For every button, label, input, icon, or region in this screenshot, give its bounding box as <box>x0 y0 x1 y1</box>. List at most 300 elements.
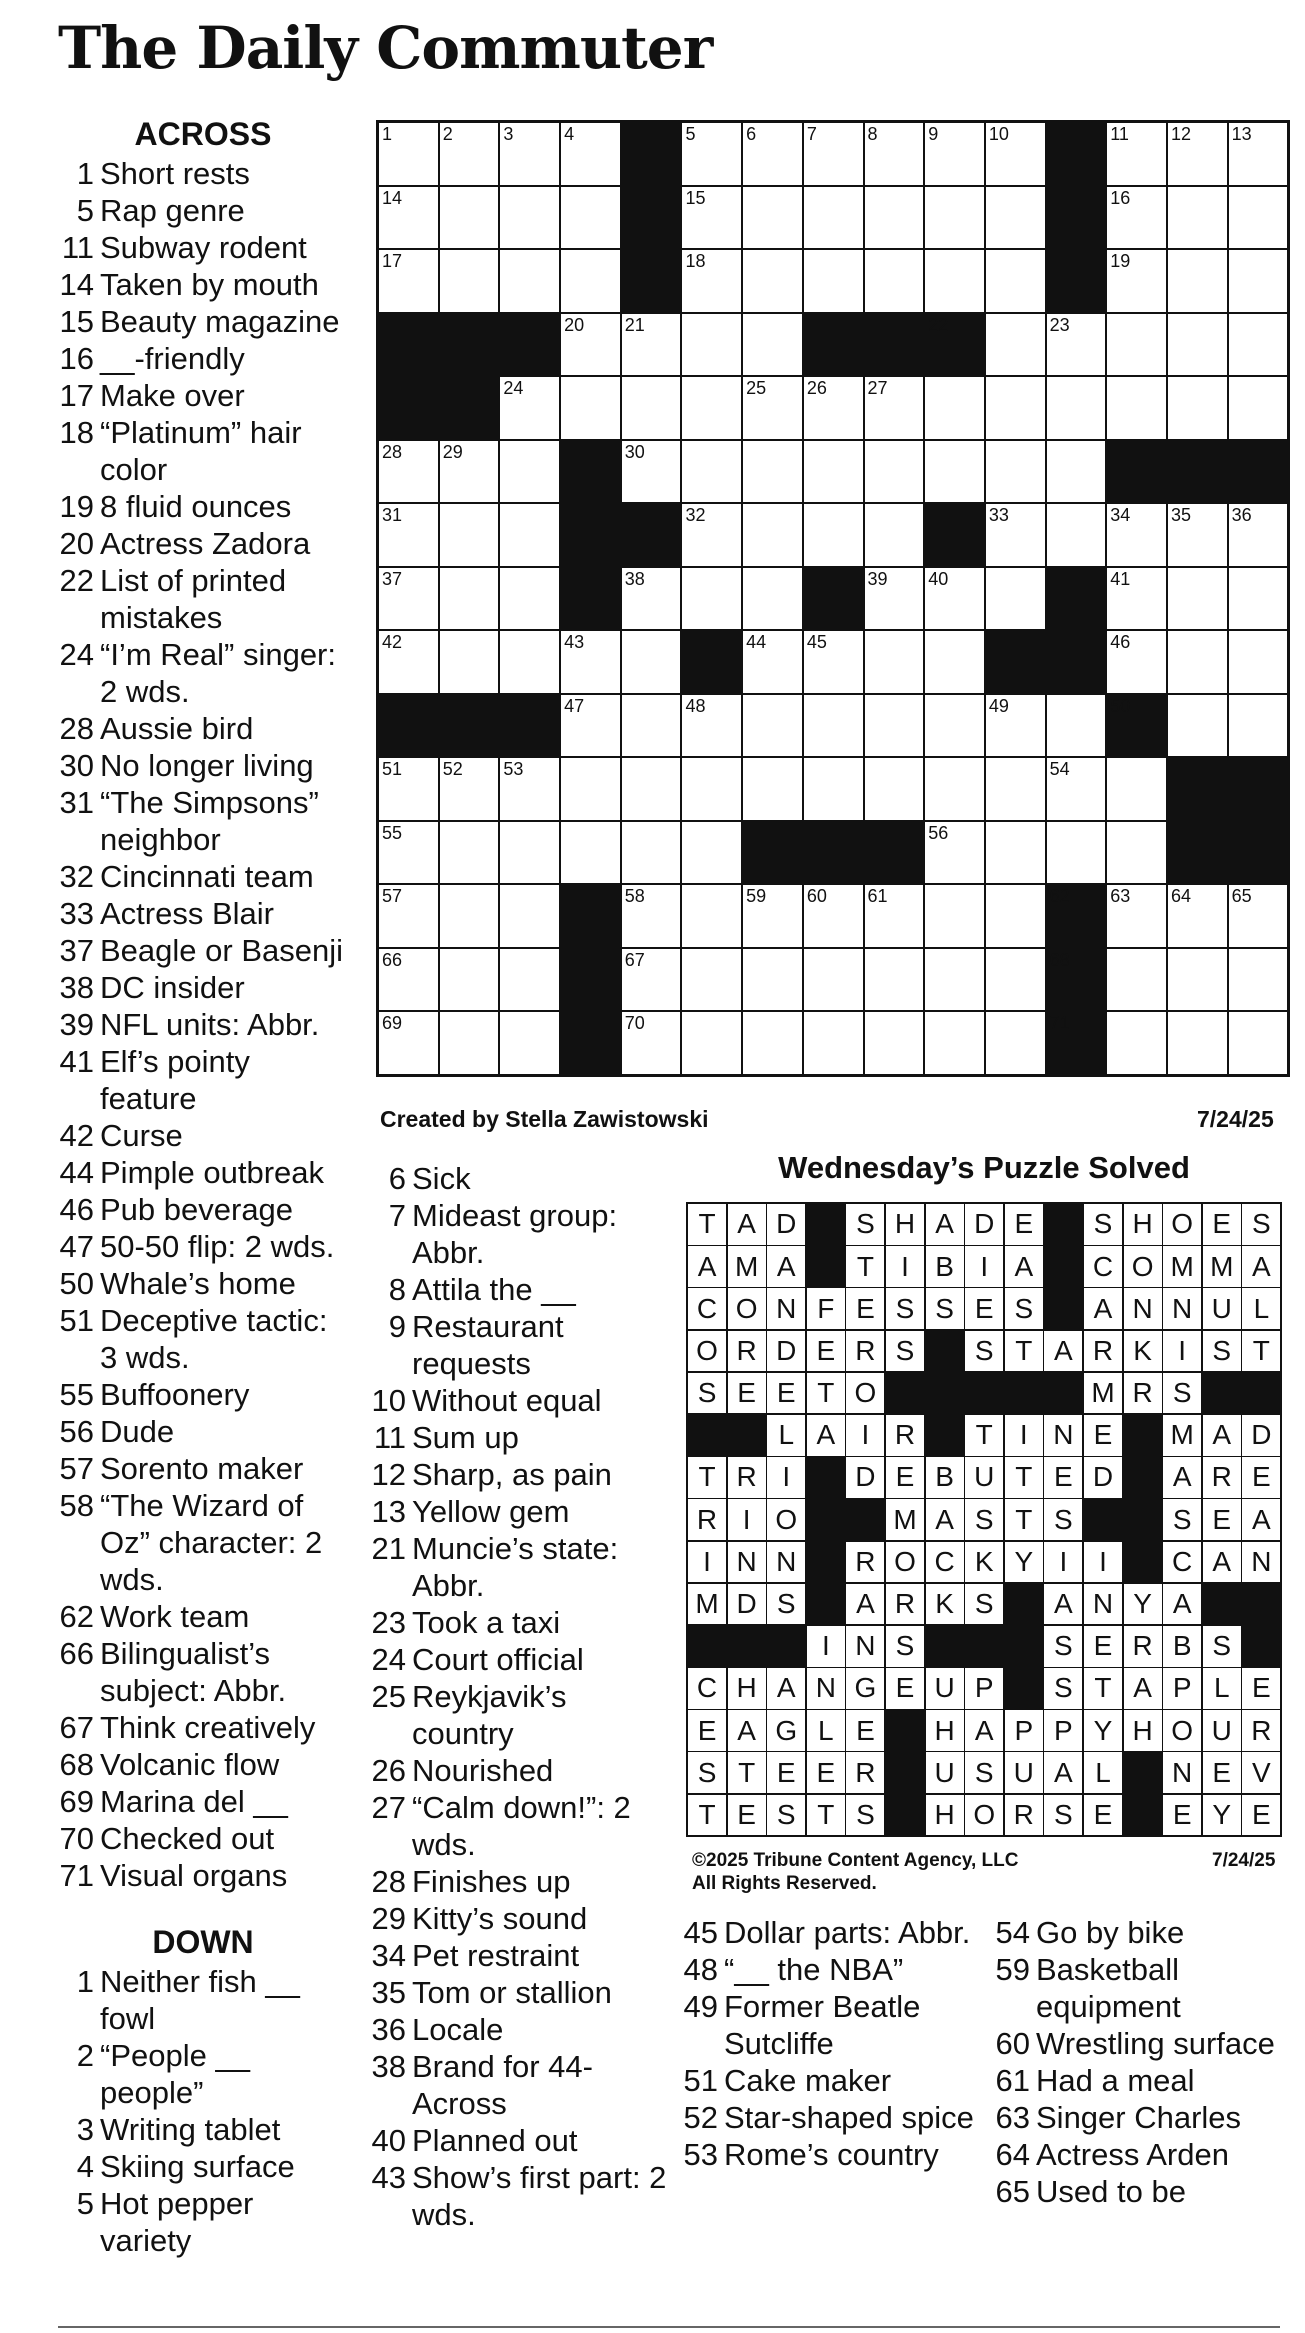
grid-cell[interactable] <box>622 314 681 376</box>
grid-cell[interactable] <box>743 1012 802 1074</box>
clue-item[interactable] <box>682 2062 982 2099</box>
clue-item[interactable] <box>370 2011 670 2048</box>
clue-item[interactable] <box>58 192 348 229</box>
grid-cell[interactable] <box>925 250 984 312</box>
grid-cell[interactable] <box>500 822 559 884</box>
grid-cell[interactable] <box>379 250 438 312</box>
grid-cell[interactable] <box>925 822 984 884</box>
clue-number: 40 <box>371 2123 406 2158</box>
grid-cell[interactable] <box>500 631 559 693</box>
grid-cell[interactable] <box>865 377 924 439</box>
clue-number: 1 <box>76 156 94 191</box>
grid-cell[interactable] <box>804 187 863 249</box>
grid-cell[interactable] <box>986 250 1045 312</box>
clue-item[interactable] <box>58 1302 348 1376</box>
grid-cell[interactable] <box>804 250 863 312</box>
clue-text: Beauty magazine <box>100 304 340 339</box>
grid-cell[interactable] <box>1107 631 1166 693</box>
grid-cell[interactable] <box>682 377 741 439</box>
grid-cell[interactable] <box>682 1012 741 1074</box>
solution-letter: E <box>728 1795 766 1836</box>
clue-item[interactable] <box>370 1900 670 1937</box>
grid-cell[interactable] <box>804 1012 863 1074</box>
grid-cell[interactable] <box>925 885 984 947</box>
grid-cell[interactable] <box>379 885 438 947</box>
grid-cell[interactable] <box>743 314 802 376</box>
grid-cell[interactable] <box>500 187 559 249</box>
clue-item[interactable] <box>682 2099 982 2136</box>
clue-item[interactable] <box>58 155 348 192</box>
grid-cell[interactable] <box>986 441 1045 503</box>
grid-cell[interactable] <box>865 631 924 693</box>
grid-cell[interactable] <box>682 695 741 757</box>
solution-letter: M <box>886 1499 924 1540</box>
clue-item[interactable] <box>58 1635 348 1709</box>
grid-cell[interactable] <box>682 250 741 312</box>
grid-cell[interactable] <box>682 123 741 185</box>
clue-item[interactable] <box>994 2173 1284 2210</box>
grid-cell[interactable] <box>440 885 499 947</box>
grid-cell[interactable] <box>865 949 924 1011</box>
grid-cell[interactable] <box>1168 949 1227 1011</box>
grid-cell[interactable] <box>500 949 559 1011</box>
grid-cell[interactable] <box>440 949 499 1011</box>
clue-item[interactable] <box>58 895 348 932</box>
grid-cell[interactable] <box>379 1012 438 1074</box>
grid-cell[interactable] <box>743 631 802 693</box>
clue-item[interactable] <box>370 1382 670 1419</box>
grid-cell[interactable] <box>682 949 741 1011</box>
cell-number: 43 <box>564 632 585 652</box>
grid-cell[interactable] <box>804 504 863 566</box>
clue-item[interactable] <box>58 636 348 710</box>
grid-cell[interactable] <box>1168 314 1227 376</box>
grid-cell[interactable] <box>743 441 802 503</box>
cell-number: 53 <box>503 759 524 779</box>
grid-cell[interactable] <box>743 504 802 566</box>
grid-cell[interactable] <box>622 822 681 884</box>
clue-item[interactable] <box>994 2062 1284 2099</box>
clue-item[interactable] <box>58 1228 348 1265</box>
clue-item[interactable] <box>58 1857 348 1894</box>
solution-block <box>688 1415 726 1456</box>
clue-item[interactable] <box>58 1413 348 1450</box>
grid-cell[interactable] <box>440 822 499 884</box>
grid-cell[interactable] <box>1229 1012 1288 1074</box>
clue-text: 8 fluid ounces <box>100 489 292 524</box>
clue-item[interactable] <box>994 2025 1284 2062</box>
grid-cell[interactable] <box>1107 377 1166 439</box>
cell-number: 68 <box>1049 949 1070 970</box>
grid-cell[interactable] <box>500 377 559 439</box>
grid-cell[interactable] <box>1168 568 1227 630</box>
clue-item[interactable] <box>58 969 348 1006</box>
clue-item[interactable] <box>58 1487 348 1598</box>
grid-cell[interactable] <box>1229 377 1288 439</box>
solution-letter: D <box>1242 1415 1280 1456</box>
grid-cell[interactable] <box>1047 695 1106 757</box>
grid-cell[interactable] <box>379 441 438 503</box>
clue-item[interactable] <box>58 1191 348 1228</box>
clue-number: 23 <box>371 1605 406 1640</box>
grid-cell[interactable] <box>622 758 681 820</box>
grid-cell[interactable] <box>986 377 1045 439</box>
grid-cell[interactable] <box>500 504 559 566</box>
cell-number: 10 <box>988 124 1009 144</box>
grid-cell[interactable] <box>1168 885 1227 947</box>
grid-cell[interactable] <box>743 250 802 312</box>
grid-cell[interactable] <box>1107 123 1166 185</box>
grid-cell[interactable] <box>925 123 984 185</box>
clue-item[interactable] <box>370 1604 670 1641</box>
grid-cell[interactable] <box>925 631 984 693</box>
grid-cell[interactable] <box>1168 1012 1227 1074</box>
grid-cell[interactable] <box>986 949 1045 1011</box>
clue-item[interactable] <box>682 1914 982 1951</box>
grid-cell[interactable] <box>1107 1012 1166 1074</box>
grid-cell[interactable] <box>986 695 1045 757</box>
grid-cell[interactable] <box>561 377 620 439</box>
grid-cell[interactable] <box>804 695 863 757</box>
grid-cell[interactable] <box>925 758 984 820</box>
clue-item[interactable] <box>58 2037 348 2111</box>
grid-cell[interactable] <box>804 758 863 820</box>
clue-item[interactable] <box>58 562 348 636</box>
grid-cell[interactable] <box>622 885 681 947</box>
grid-cell[interactable] <box>440 123 499 185</box>
clue-item[interactable] <box>994 2136 1284 2173</box>
grid-cell[interactable] <box>865 568 924 630</box>
grid-cell[interactable] <box>379 568 438 630</box>
grid-cell[interactable] <box>1107 822 1166 884</box>
grid-cell[interactable] <box>379 631 438 693</box>
clue-item[interactable] <box>370 1456 670 1493</box>
solution-block <box>1203 1373 1241 1414</box>
grid-cell[interactable] <box>925 441 984 503</box>
grid-cell[interactable] <box>986 504 1045 566</box>
grid-cell[interactable] <box>440 187 499 249</box>
clue-item[interactable] <box>58 1154 348 1191</box>
solution-letter: C <box>1163 1542 1201 1583</box>
grid-cell[interactable] <box>804 885 863 947</box>
grid-cell[interactable] <box>561 123 620 185</box>
grid-cell[interactable] <box>865 695 924 757</box>
clue-item[interactable] <box>370 1863 670 1900</box>
crossword-grid[interactable] <box>376 120 1290 1077</box>
grid-cell[interactable] <box>561 250 620 312</box>
clue-item[interactable] <box>370 2122 670 2159</box>
grid-cell[interactable] <box>925 187 984 249</box>
clue-item[interactable] <box>58 1963 348 2037</box>
grid-cell[interactable] <box>1229 885 1288 947</box>
grid-cell[interactable] <box>561 695 620 757</box>
clue-number: 65 <box>995 2174 1030 2209</box>
clue-number: 46 <box>59 1192 94 1227</box>
clue-item[interactable] <box>58 932 348 969</box>
grid-cell[interactable] <box>925 1012 984 1074</box>
grid-cell[interactable] <box>379 187 438 249</box>
grid-cell[interactable] <box>743 758 802 820</box>
grid-cell[interactable] <box>379 822 438 884</box>
clue-item[interactable] <box>370 1752 670 1789</box>
grid-cell[interactable] <box>1229 631 1288 693</box>
grid-cell[interactable] <box>865 1012 924 1074</box>
grid-cell[interactable] <box>682 314 741 376</box>
grid-cell[interactable] <box>925 949 984 1011</box>
clue-item[interactable] <box>994 1914 1284 1951</box>
grid-cell[interactable] <box>561 758 620 820</box>
clue-item[interactable] <box>58 858 348 895</box>
grid-cell[interactable] <box>682 758 741 820</box>
clue-item[interactable] <box>370 1419 670 1456</box>
solution-letter: E <box>1203 1204 1241 1245</box>
grid-cell[interactable] <box>500 250 559 312</box>
clue-text: Court official <box>412 1642 584 1677</box>
grid-cell[interactable] <box>1229 695 1288 757</box>
grid-cell[interactable] <box>925 695 984 757</box>
grid-cell[interactable] <box>1047 758 1106 820</box>
grid-cell[interactable] <box>1047 441 1106 503</box>
clue-item[interactable] <box>682 2136 982 2173</box>
cell-number: 25 <box>746 378 767 398</box>
grid-cell[interactable] <box>986 822 1045 884</box>
grid-cell[interactable] <box>500 441 559 503</box>
clue-item[interactable] <box>370 1160 670 1197</box>
grid-cell[interactable] <box>440 631 499 693</box>
clue-item[interactable] <box>370 1197 670 1271</box>
grid-cell[interactable] <box>925 377 984 439</box>
newspaper-title: The Daily Commuter <box>58 14 713 82</box>
grid-cell[interactable] <box>622 568 681 630</box>
cell-number: 32 <box>685 505 706 525</box>
clue-item[interactable] <box>58 266 348 303</box>
clue-item[interactable] <box>58 1709 348 1746</box>
grid-cell[interactable] <box>804 631 863 693</box>
grid-cell[interactable] <box>440 1012 499 1074</box>
grid-cell[interactable] <box>1229 504 1288 566</box>
grid-cell[interactable] <box>1047 504 1106 566</box>
solution-letter: A <box>767 1246 805 1287</box>
cell-number: 7 <box>806 124 817 144</box>
grid-cell[interactable] <box>865 758 924 820</box>
grid-cell[interactable] <box>440 504 499 566</box>
grid-cell[interactable] <box>561 822 620 884</box>
grid-cell[interactable] <box>500 758 559 820</box>
grid-cell[interactable] <box>1168 504 1227 566</box>
grid-cell[interactable] <box>743 187 802 249</box>
grid-cell[interactable] <box>500 885 559 947</box>
clue-item[interactable] <box>58 1598 348 1635</box>
grid-cell[interactable] <box>986 314 1045 376</box>
grid-cell[interactable] <box>1229 187 1288 249</box>
clue-text: Bilingualist’s subject: Abbr. <box>100 1636 287 1708</box>
grid-cell[interactable] <box>865 187 924 249</box>
grid-cell[interactable] <box>986 1012 1045 1074</box>
grid-cell[interactable] <box>440 441 499 503</box>
clue-item[interactable] <box>58 1450 348 1487</box>
grid-cell[interactable] <box>440 250 499 312</box>
grid-cell[interactable] <box>622 631 681 693</box>
grid-block <box>561 504 620 566</box>
grid-cell[interactable] <box>743 695 802 757</box>
clue-item[interactable] <box>58 1265 348 1302</box>
clue-item[interactable] <box>58 2148 348 2185</box>
grid-cell[interactable] <box>986 187 1045 249</box>
clue-item[interactable] <box>370 1271 670 1308</box>
clue-item[interactable] <box>58 1746 348 1783</box>
grid-cell[interactable] <box>743 377 802 439</box>
grid-cell[interactable] <box>561 187 620 249</box>
grid-cell[interactable] <box>500 123 559 185</box>
grid-block <box>561 1012 620 1074</box>
clue-item[interactable] <box>370 2159 670 2233</box>
grid-cell[interactable] <box>743 885 802 947</box>
grid-cell[interactable] <box>986 885 1045 947</box>
grid-cell[interactable] <box>682 504 741 566</box>
clue-text: Skiing surface <box>100 2149 295 2184</box>
clue-item[interactable] <box>58 488 348 525</box>
grid-cell[interactable] <box>379 949 438 1011</box>
grid-cell[interactable] <box>865 123 924 185</box>
grid-cell[interactable] <box>865 504 924 566</box>
grid-cell[interactable] <box>865 250 924 312</box>
grid-cell[interactable] <box>1229 123 1288 185</box>
clue-item[interactable] <box>682 1988 982 2062</box>
clue-item[interactable] <box>58 1006 348 1043</box>
clue-number: 28 <box>59 711 94 746</box>
grid-cell[interactable] <box>440 568 499 630</box>
clue-item[interactable] <box>370 1308 670 1382</box>
grid-cell[interactable] <box>1047 377 1106 439</box>
grid-cell[interactable] <box>1229 314 1288 376</box>
solution-letter: L <box>767 1415 805 1456</box>
clue-item[interactable] <box>58 2185 348 2259</box>
clue-item[interactable] <box>58 1117 348 1154</box>
clue-text: Checked out <box>100 1821 275 1856</box>
clue-item[interactable] <box>58 1376 348 1413</box>
solution-block <box>965 1626 1003 1667</box>
clue-item[interactable] <box>58 1783 348 1820</box>
clue-item[interactable] <box>58 229 348 266</box>
grid-cell[interactable] <box>804 949 863 1011</box>
grid-cell[interactable] <box>1107 504 1166 566</box>
grid-cell[interactable] <box>622 949 681 1011</box>
grid-cell[interactable] <box>379 504 438 566</box>
grid-cell[interactable] <box>1047 314 1106 376</box>
grid-cell[interactable] <box>561 631 620 693</box>
clue-item[interactable] <box>370 1678 670 1752</box>
grid-cell[interactable] <box>986 568 1045 630</box>
clue-item[interactable] <box>58 340 348 377</box>
grid-cell[interactable] <box>622 695 681 757</box>
solution-letter: K <box>1124 1331 1162 1372</box>
clue-item[interactable] <box>682 1951 982 1988</box>
grid-cell[interactable] <box>500 1012 559 1074</box>
solution-letter: E <box>728 1373 766 1414</box>
clue-item[interactable] <box>58 2111 348 2148</box>
grid-cell[interactable] <box>622 1012 681 1074</box>
clue-item[interactable] <box>370 1641 670 1678</box>
clue-item[interactable] <box>994 1951 1284 2025</box>
grid-cell[interactable] <box>1107 250 1166 312</box>
clue-item[interactable] <box>58 784 348 858</box>
grid-cell[interactable] <box>1107 568 1166 630</box>
grid-cell[interactable] <box>804 441 863 503</box>
grid-cell[interactable] <box>986 123 1045 185</box>
solution-letter: I <box>1084 1542 1122 1583</box>
clue-item[interactable] <box>58 710 348 747</box>
grid-cell[interactable] <box>743 568 802 630</box>
clue-text: Singer Charles <box>1036 2100 1242 2135</box>
grid-cell[interactable] <box>1047 822 1106 884</box>
grid-cell[interactable] <box>440 758 499 820</box>
clue-number: 51 <box>683 2063 718 2098</box>
grid-cell[interactable] <box>1168 187 1227 249</box>
grid-cell[interactable] <box>682 885 741 947</box>
grid-cell[interactable] <box>682 822 741 884</box>
clue-item[interactable] <box>58 1043 348 1117</box>
grid-cell[interactable] <box>1107 314 1166 376</box>
grid-cell[interactable] <box>804 123 863 185</box>
clue-item[interactable] <box>370 1789 670 1863</box>
clue-item[interactable] <box>370 1937 670 1974</box>
grid-cell[interactable] <box>1229 949 1288 1011</box>
clue-item[interactable] <box>58 525 348 562</box>
grid-cell[interactable] <box>1107 885 1166 947</box>
grid-cell[interactable] <box>1168 377 1227 439</box>
grid-cell[interactable] <box>682 441 741 503</box>
grid-cell[interactable] <box>743 949 802 1011</box>
grid-cell[interactable] <box>804 377 863 439</box>
grid-cell[interactable] <box>500 568 559 630</box>
grid-cell[interactable] <box>379 758 438 820</box>
grid-cell[interactable] <box>743 123 802 185</box>
clue-item[interactable] <box>58 377 348 414</box>
clue-text: Whale’s home <box>100 1266 296 1301</box>
grid-cell[interactable] <box>1107 949 1166 1011</box>
clue-item[interactable] <box>370 1493 670 1530</box>
clue-item[interactable] <box>370 1530 670 1604</box>
solution-letter: A <box>1163 1457 1201 1498</box>
grid-cell[interactable] <box>1107 758 1166 820</box>
grid-cell[interactable] <box>986 758 1045 820</box>
grid-cell[interactable] <box>622 441 681 503</box>
grid-cell[interactable] <box>865 885 924 947</box>
grid-cell[interactable] <box>1168 250 1227 312</box>
grid-cell[interactable] <box>682 568 741 630</box>
grid-cell[interactable] <box>1168 631 1227 693</box>
grid-cell[interactable] <box>682 187 741 249</box>
clue-item[interactable] <box>58 747 348 784</box>
grid-cell[interactable] <box>561 314 620 376</box>
grid-cell[interactable] <box>1229 568 1288 630</box>
clue-item[interactable] <box>58 303 348 340</box>
clue-item[interactable] <box>370 2048 670 2122</box>
grid-cell[interactable] <box>622 377 681 439</box>
grid-cell[interactable] <box>1229 250 1288 312</box>
grid-cell[interactable] <box>865 441 924 503</box>
clue-item[interactable] <box>370 1974 670 2011</box>
grid-cell[interactable] <box>925 568 984 630</box>
grid-cell[interactable] <box>1107 187 1166 249</box>
clue-item[interactable] <box>58 414 348 488</box>
clue-item[interactable] <box>58 1820 348 1857</box>
grid-cell[interactable] <box>379 123 438 185</box>
grid-cell[interactable] <box>1168 695 1227 757</box>
grid-cell[interactable] <box>1168 123 1227 185</box>
clue-item[interactable] <box>994 2099 1284 2136</box>
solution-letter: U <box>1005 1752 1043 1793</box>
